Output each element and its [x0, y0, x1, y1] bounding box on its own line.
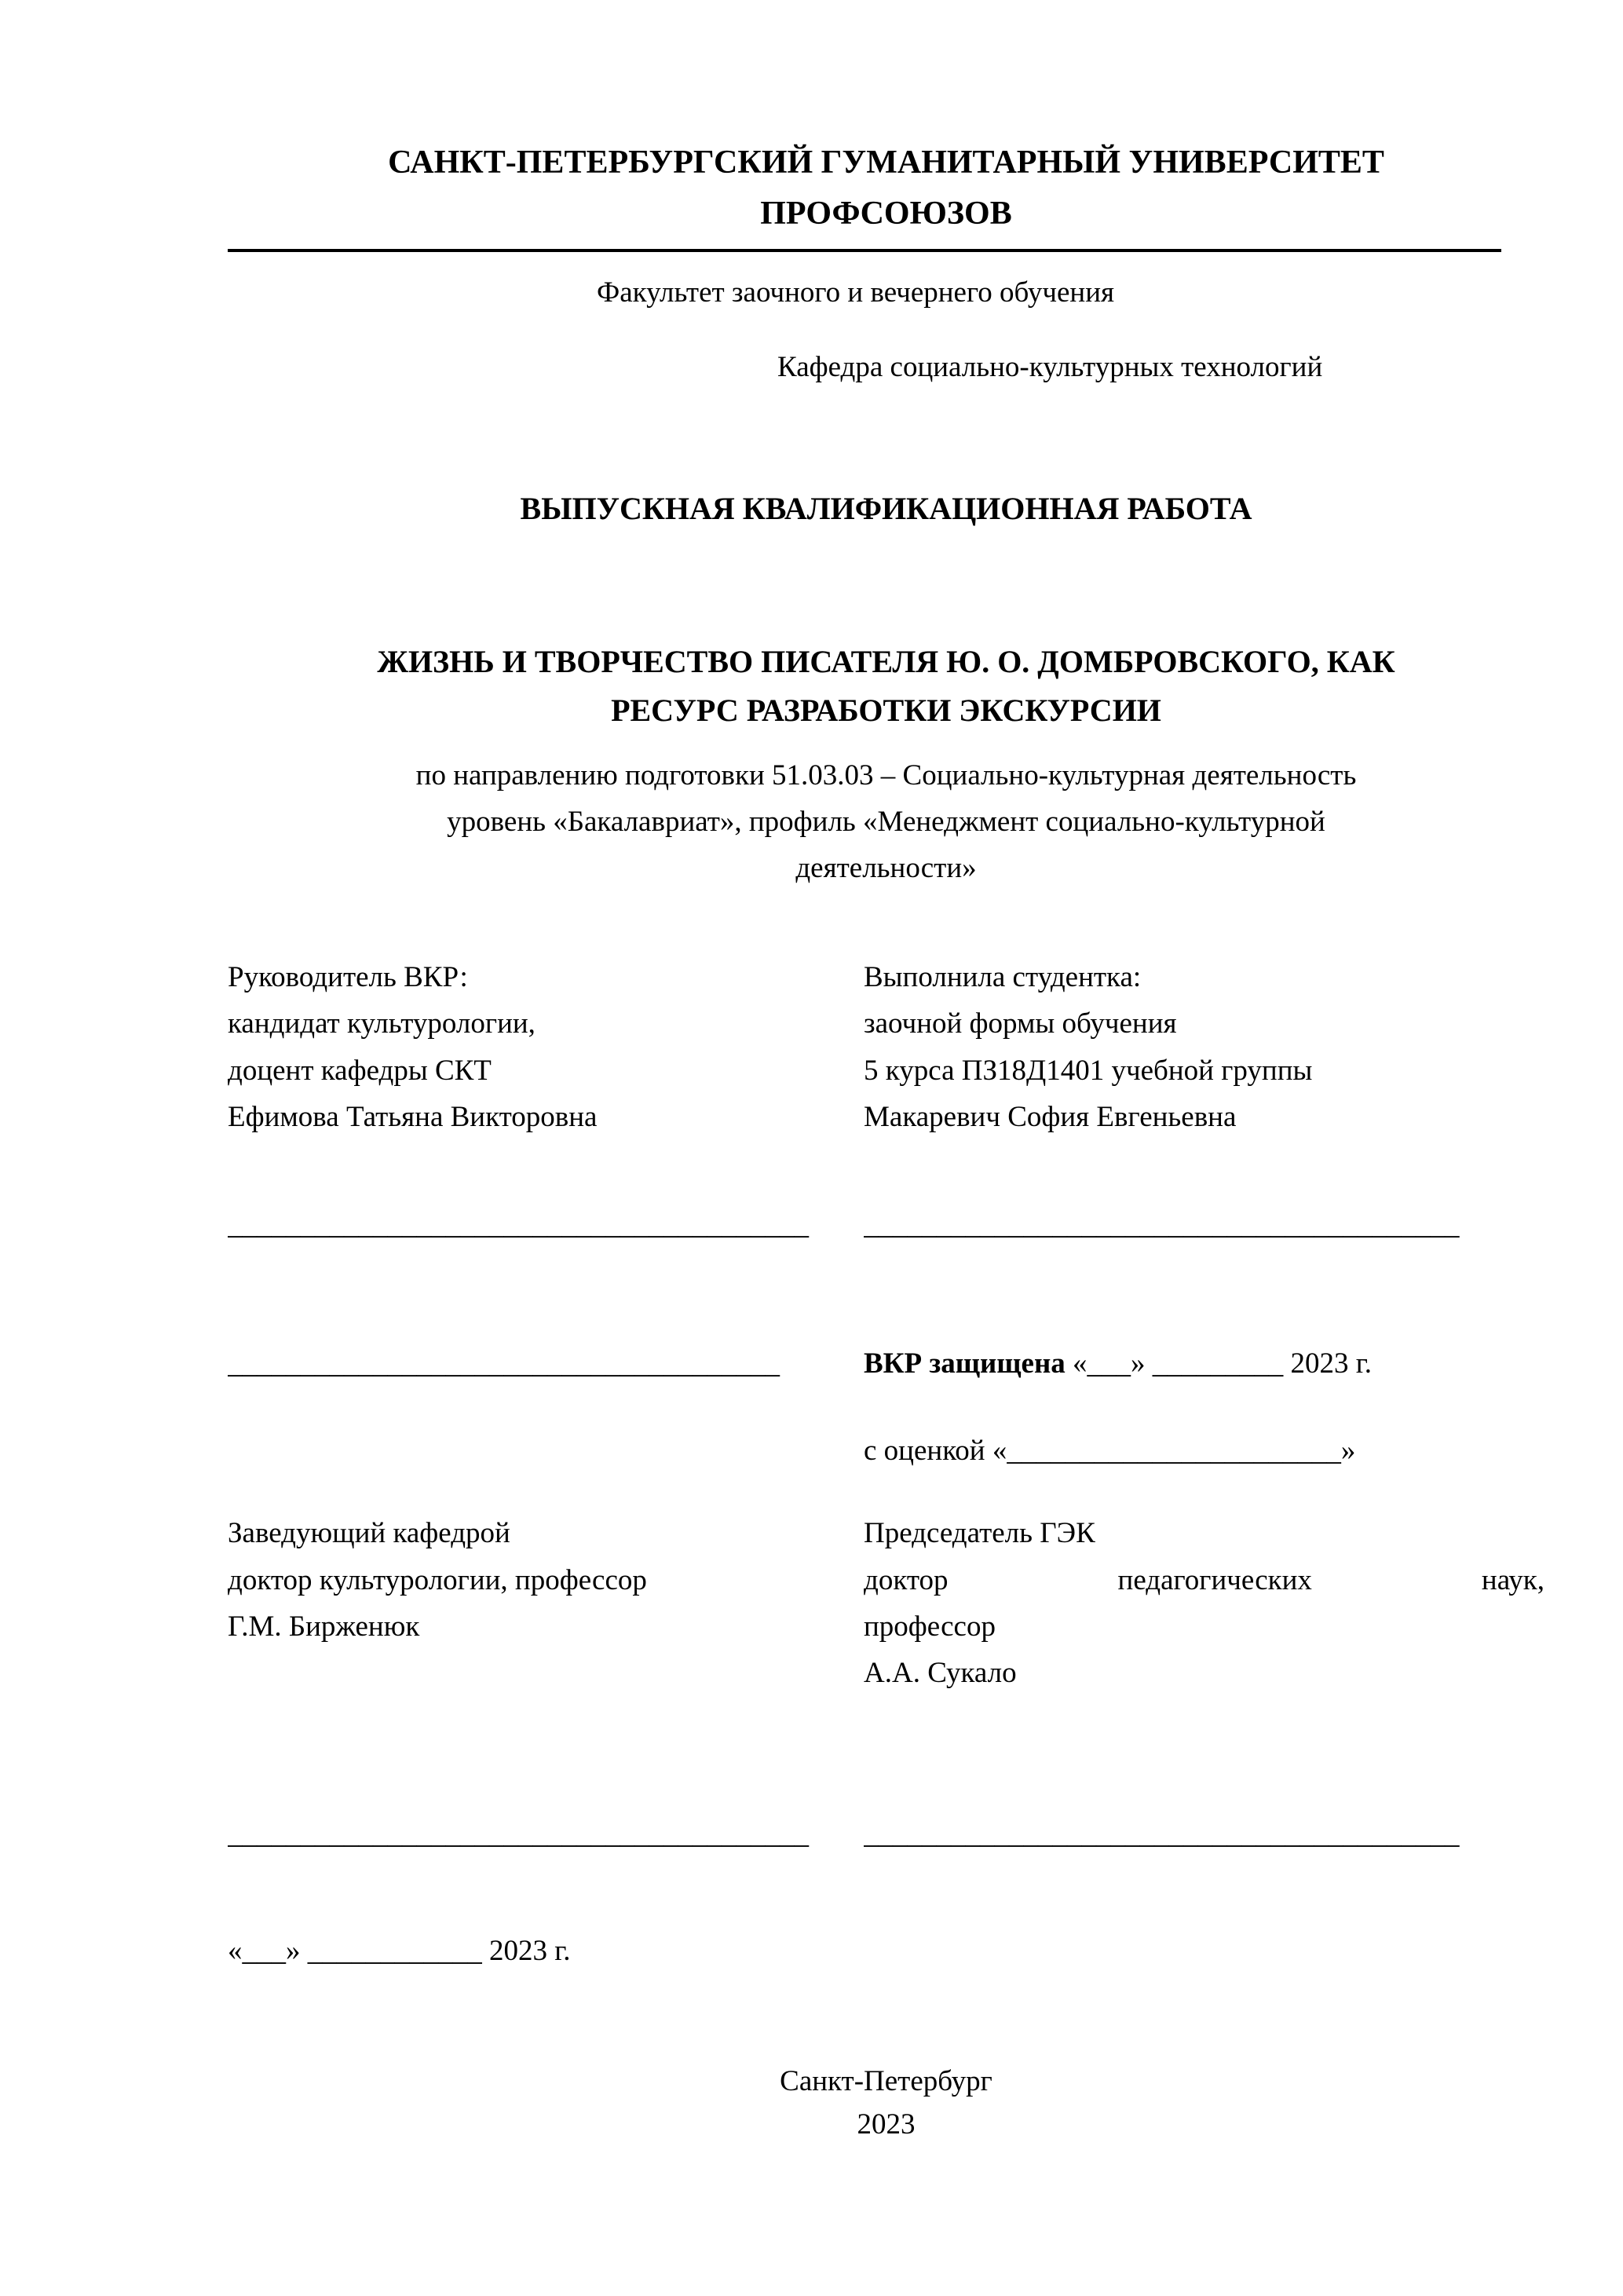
- signature-row-2: [228, 1811, 1544, 1857]
- thesis-title-line1: ЖИЗНЬ И ТВОРЧЕСТВО ПИСАТЕЛЯ Ю. О. ДОМБРОВСКОГО, КАК: [377, 643, 1395, 679]
- approval-date-blank: «___» ____________ 2023 г.: [228, 1935, 571, 1968]
- student-group: 5 курса ПЗ18Д1401 учебной группы: [864, 1054, 1313, 1087]
- imprint-year: 2023: [857, 2108, 916, 2141]
- committee-chair-degree: доктор педагогических наук,: [864, 1563, 1544, 1596]
- supervisor-degree: кандидат культурологии,: [228, 1007, 536, 1040]
- supervisor-role: Руководитель ВКР:: [228, 961, 468, 994]
- supervisor-block: [228, 954, 832, 1140]
- officials-section: [228, 1510, 1544, 1696]
- work-type-heading: ВЫПУСКНАЯ КВАЛИФИКАЦИОННАЯ РАБОТА: [520, 490, 1252, 526]
- defense-date-blank: «___» _________ 2023 г.: [1073, 1347, 1373, 1380]
- left-signature-line-2: ______________________________________: [228, 1347, 780, 1380]
- committee-chair-signature-line: _________________________________________: [864, 1818, 1460, 1851]
- university-name-line1: САНКТ-ПЕТЕРБУРГСКИЙ ГУМАНИТАРНЫЙ УНИВЕРСИТЕТ: [388, 144, 1384, 181]
- study-direction-line2: уровень «Бакалавриат», профиль «Менеджмент социально-культурной: [447, 805, 1325, 838]
- study-direction-line1: по направлению подготовки 51.03.03 – Социально-культурная деятельность: [415, 759, 1357, 792]
- department-head-block: [228, 1510, 832, 1696]
- grade-row-left-spacer: [228, 1428, 832, 1474]
- student-signature-line: _________________________________________: [864, 1208, 1460, 1241]
- grade-row: [228, 1428, 1544, 1474]
- university-name: [228, 137, 1544, 239]
- defense-statement: [864, 1340, 1544, 1387]
- defense-row: [228, 1340, 1544, 1387]
- department-head-role: Заведующий кафедрой: [228, 1517, 510, 1550]
- supervisor-name: Ефимова Татьяна Викторовна: [228, 1100, 598, 1133]
- committee-chair-title: профессор: [864, 1610, 996, 1643]
- university-name-line2: ПРОФСОЮЗОВ: [760, 196, 1012, 232]
- defense-label: ВКР защищена: [864, 1347, 1066, 1380]
- committee-chair-block: [864, 1510, 1544, 1696]
- thesis-title: [228, 638, 1544, 735]
- student-study-form: заочной формы обучения: [864, 1007, 1177, 1040]
- imprint: [228, 2060, 1544, 2147]
- department-name: Кафедра социально-культурных технологий: [777, 351, 1323, 384]
- committee-chair-role: Председатель ГЭК: [864, 1517, 1095, 1550]
- grade-statement: с оценкой «_______________________»: [864, 1435, 1356, 1468]
- header-divider: [228, 249, 1501, 252]
- department-head-degree: доктор культурологии, профессор: [228, 1563, 647, 1596]
- student-role: Выполнила студентка:: [864, 961, 1142, 994]
- thesis-title-line2: РЕСУРС РАЗРАБОТКИ ЭКСКУРСИИ: [611, 692, 1161, 728]
- committee-chair-name: А.А. Сукало: [864, 1657, 1017, 1689]
- supervisor-position: доцент кафедры СКТ: [228, 1054, 492, 1087]
- supervisor-signature-line: ________________________________________: [228, 1208, 809, 1241]
- study-direction: [228, 752, 1544, 892]
- study-direction-line3: деятельности»: [795, 851, 977, 884]
- student-block: [864, 954, 1544, 1140]
- people-section: [228, 954, 1544, 1140]
- imprint-city: Санкт-Петербург: [780, 2064, 992, 2097]
- department-head-name: Г.М. Бирженюк: [228, 1610, 420, 1643]
- faculty-name: Факультет заочного и вечернего обучения: [597, 276, 1115, 309]
- student-name: Макаревич София Евгеньевна: [864, 1100, 1237, 1133]
- signature-row-1: [228, 1201, 1544, 1248]
- department-head-signature-line: ________________________________________: [228, 1818, 809, 1851]
